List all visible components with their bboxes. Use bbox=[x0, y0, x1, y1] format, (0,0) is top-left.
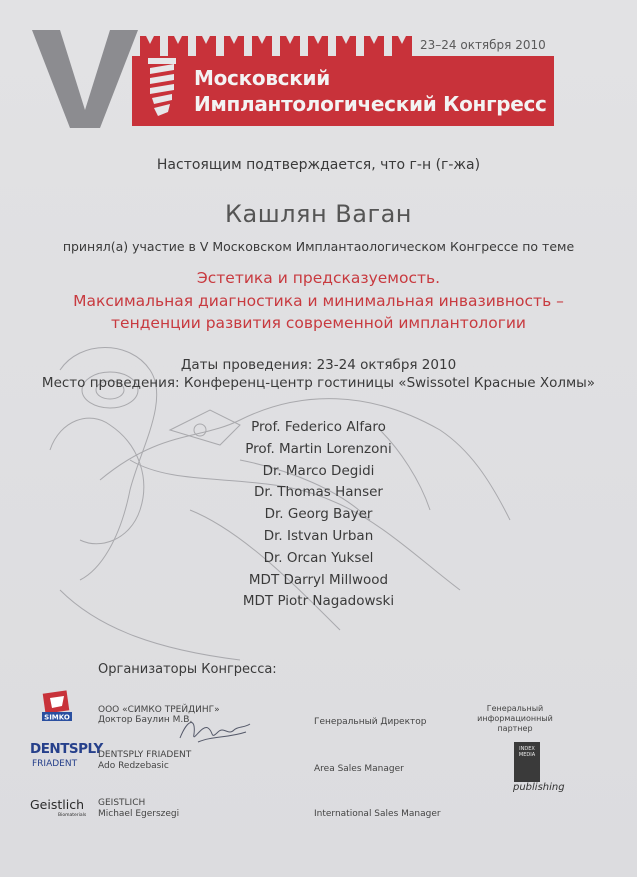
participation-text: принял(а) участие в V Московском Имплантаологическом Конгрессе по теме bbox=[62, 239, 575, 254]
speaker: Dr. Orcan Yuksel bbox=[263, 549, 374, 566]
event-dates: Даты проведения: 23-24 октября 2010 bbox=[180, 357, 457, 373]
org2-role: Area Sales Manager bbox=[314, 764, 404, 774]
simko-logo-text: SIMKO bbox=[44, 713, 70, 722]
participant-name: Кашлян Ваган bbox=[225, 200, 412, 228]
simko-logo bbox=[38, 690, 76, 724]
org3-company: GEISTLICH bbox=[98, 798, 146, 808]
congress-v-logo bbox=[30, 26, 140, 130]
info-partner-label: Генеральный информационный партнер bbox=[477, 704, 553, 733]
speaker: MDT Darryl Millwood bbox=[248, 571, 389, 588]
speaker: Prof. Martin Lorenzoni bbox=[245, 440, 392, 457]
topic-line-3: тенденции развития современной имплантологии bbox=[111, 314, 526, 332]
org1-person: Доктор Баулин М.В. bbox=[98, 715, 193, 725]
speakers-list bbox=[0, 417, 637, 613]
speaker: MDT Piotr Nagadowski bbox=[242, 593, 395, 610]
topic-line-2: Максимальная диагностика и минимальная инвазивность – bbox=[73, 292, 564, 310]
org3-role: International Sales Manager bbox=[314, 809, 441, 819]
org1-role: Генеральный Директор bbox=[314, 717, 427, 727]
org2-company: DENTSPLY FRIADENT bbox=[98, 750, 192, 760]
event-place: Место проведения: Конференц-центр гостиницы «Swissotel Красные Холмы» bbox=[41, 375, 596, 391]
org3-person: Michael Egerszegi bbox=[98, 809, 180, 819]
congress-title-line1: Московский bbox=[194, 66, 330, 90]
congress-dates: 23–24 октября 2010 bbox=[420, 38, 546, 52]
geistlich-biomaterials: Biomaterials bbox=[58, 813, 87, 818]
topic-line-1: Эстетика и предсказуемость. bbox=[196, 269, 441, 287]
dentsply-logo: DENTSPLY bbox=[30, 741, 103, 757]
speaker: Dr. Georg Bayer bbox=[264, 506, 373, 523]
organizers-title: Организаторы Конгресса: bbox=[98, 662, 277, 677]
geistlich-logo: Geistlich bbox=[30, 797, 85, 812]
congress-title-line2: Имплантологический Конгресс bbox=[194, 92, 547, 116]
friadent-logo: FRIADENT bbox=[32, 759, 78, 769]
org1-company: ООО «СИМКО ТРЕЙДИНГ» bbox=[98, 705, 220, 715]
publishing-label: publishing bbox=[513, 782, 565, 793]
index-media-text: INDEX MEDIA bbox=[518, 746, 536, 758]
confirmation-text: Настоящим подтверждается, что г-н (г-жа) bbox=[156, 157, 481, 173]
speaker: Dr. Istvan Urban bbox=[263, 527, 374, 544]
org2-person: Ado Redzebasic bbox=[98, 761, 169, 771]
speaker: Dr. Thomas Hanser bbox=[254, 484, 383, 501]
speaker: Dr. Marco Degidi bbox=[262, 462, 375, 479]
speaker: Prof. Federico Alfaro bbox=[251, 419, 386, 435]
signature bbox=[178, 714, 252, 746]
